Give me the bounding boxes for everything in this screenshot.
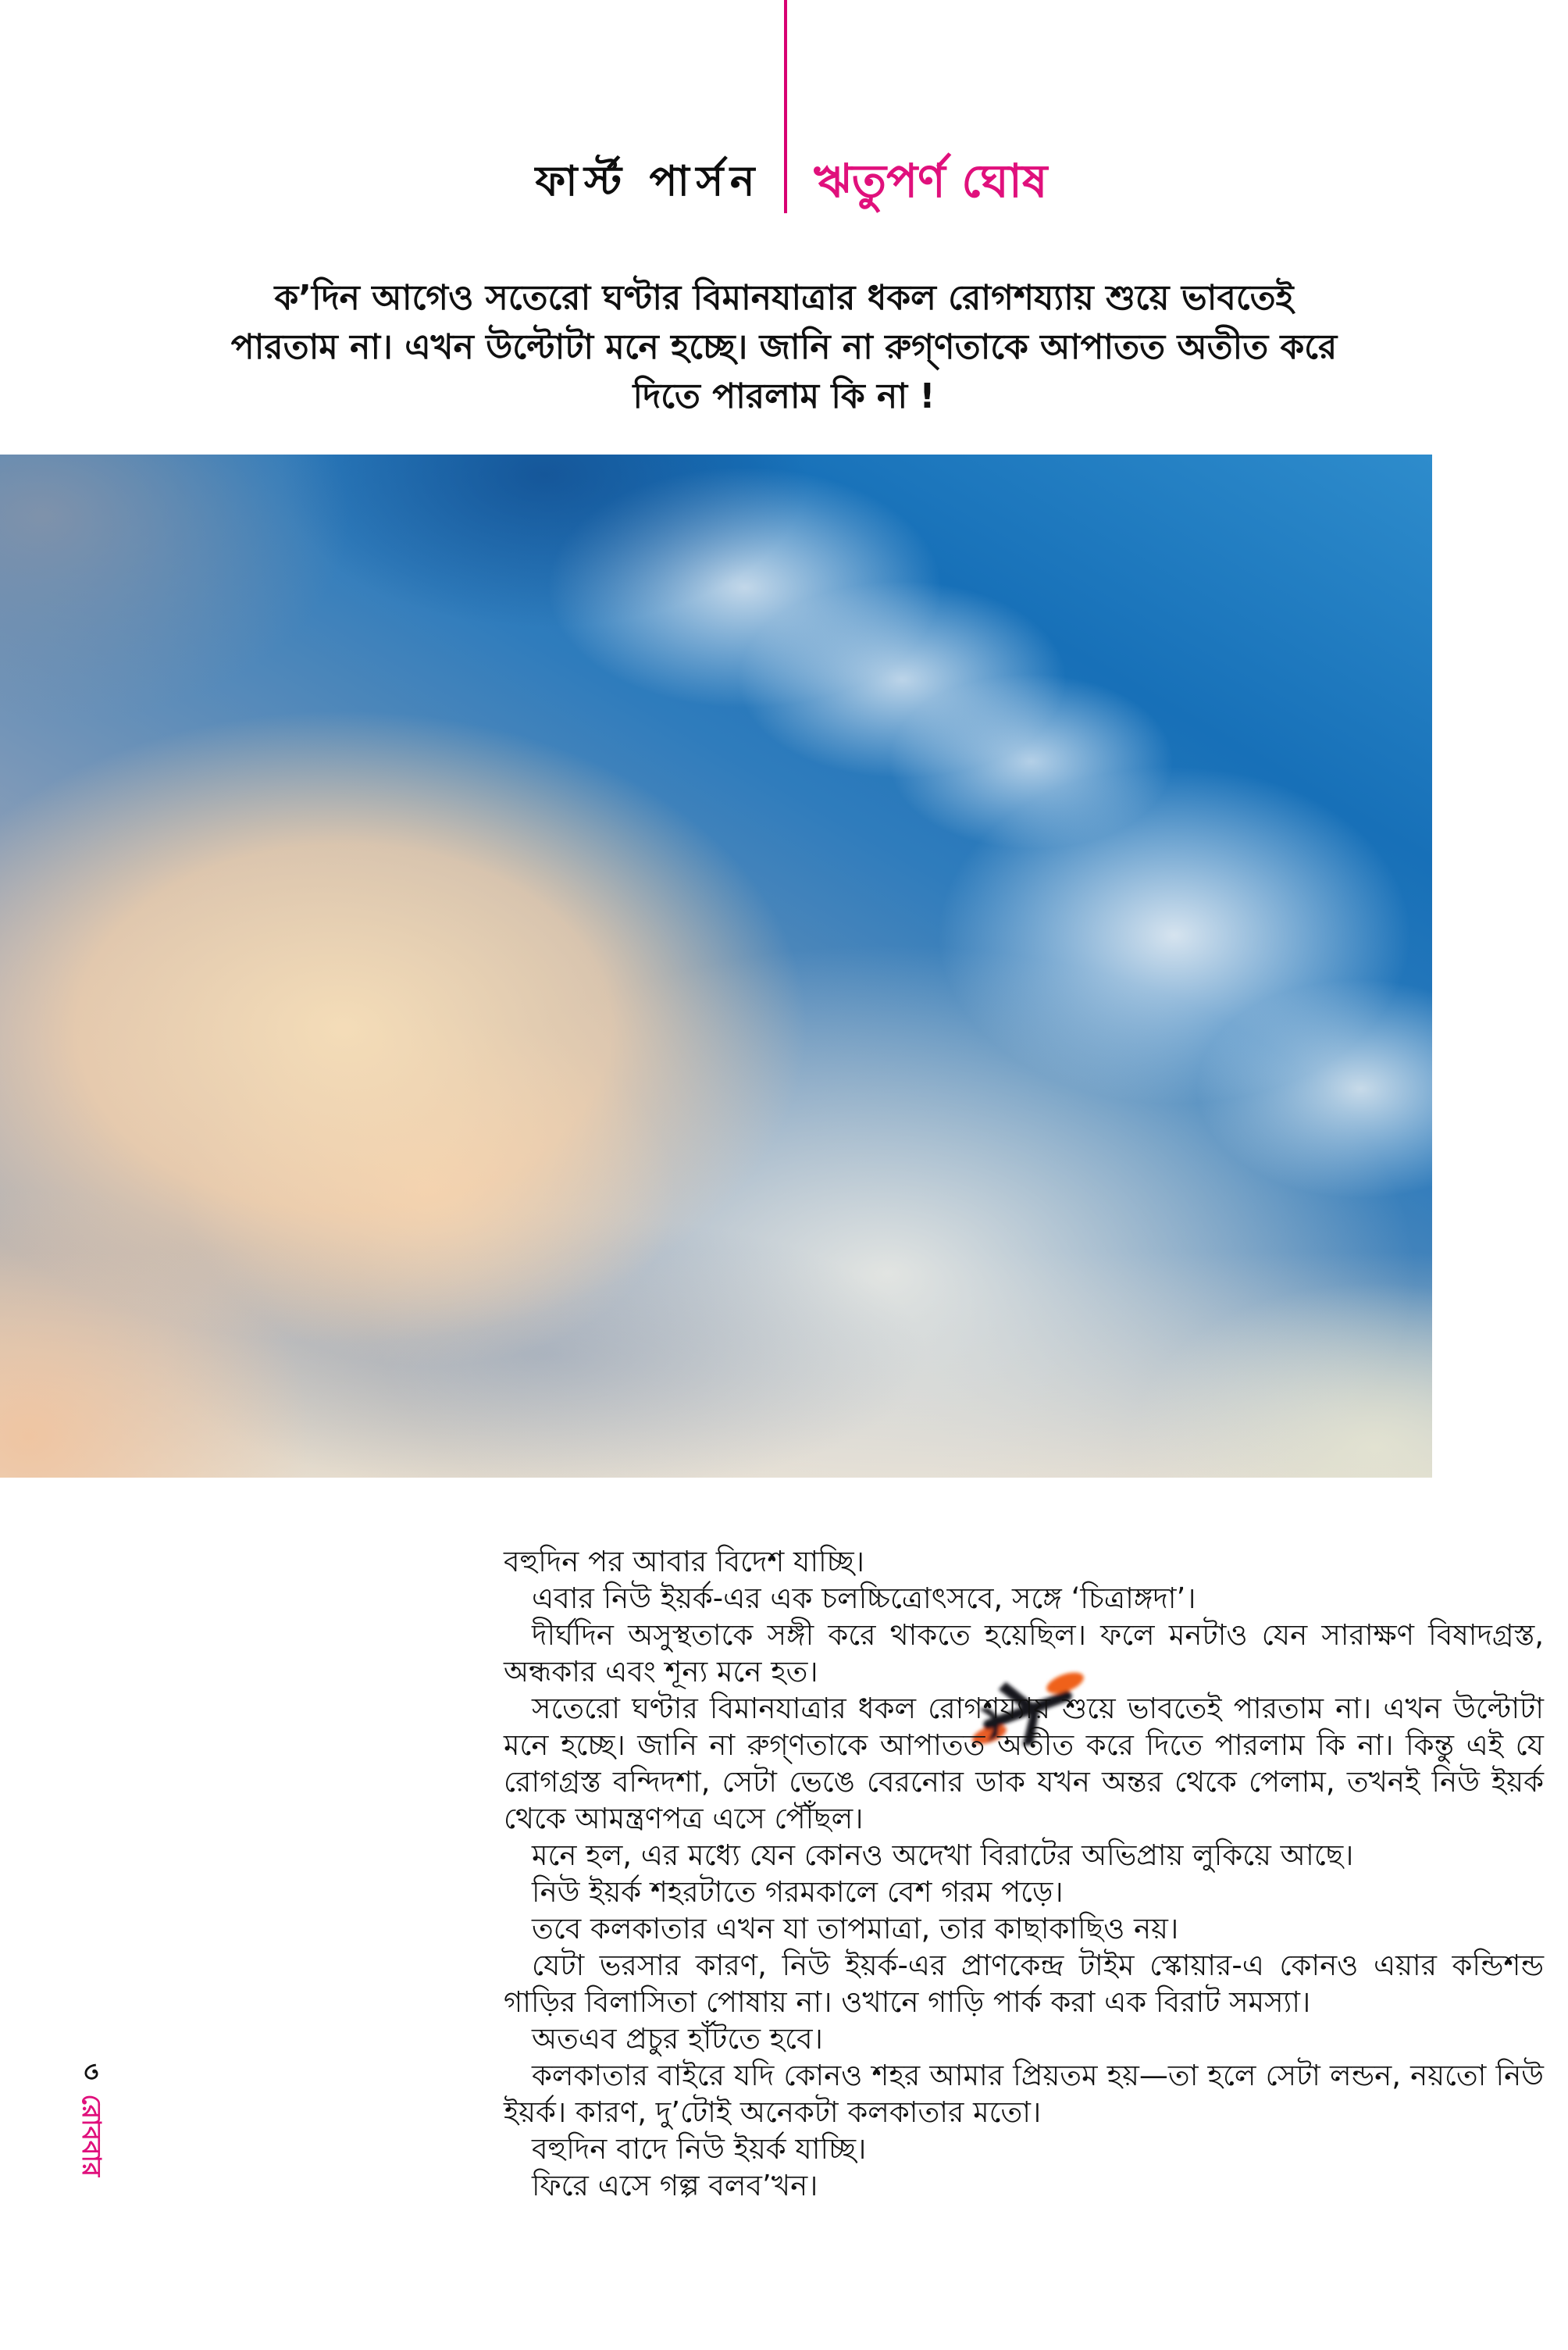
paragraph: সতেরো ঘণ্টার বিমানযাত্রার ধকল রোগশয্যায় শুয়ে ভাবতেই পারতাম না। এখন উল্টোটা মনে হচ্ছে। জানি না রুগ্ণতাকে আপাতত অতীত করে দিতে পারলাম কি না। কিন্তু এই যে রোগগ্রস্ত বন্দিদশা, সেটা ভেঙে বেরনোর ডাক যখন অন্তর থেকে পেলাম, তখনই নিউ ইয়র্ক থেকে আমন্ত্রণপত্র এসে পৌঁছল। — [504, 1692, 1544, 1835]
paragraph: নিউ ইয়র্ক শহরটাতে গরমকালে বেশ গরম পড়ে। — [532, 1875, 1064, 1909]
magazine-name: রোববার — [77, 2094, 107, 2177]
intro-line: দিতে পারলাম কি না ! — [633, 376, 935, 416]
paragraph: ফিরে এসে গল্প বলব’খন। — [532, 2169, 818, 2202]
article-body — [504, 1543, 1544, 2204]
intro-deck — [198, 273, 1370, 421]
paragraph: কলকাতার বাইরে যদি কোনও শহর আমার প্রিয়তম হয়—তা হলে সেটা লন্ডন, নয়তো নিউ ইয়র্ক। কারণ, দু’টোই অনেকটা কলকাতার মতো। — [504, 2059, 1544, 2129]
intro-line: ক’দিন আগেও সতেরো ঘণ্টার বিমানযাত্রার ধকল রোগশয্যায় শুয়ে ভাবতেই — [274, 278, 1294, 318]
paragraph: অতএব প্রচুর হাঁটতে হবে। — [532, 2022, 823, 2056]
sky-photo — [0, 455, 1432, 1478]
paragraph: মনে হল, এর মধ্যে যেন কোনও অদেখা বিরাটের অভিপ্রায় লুকিয়ে আছে। — [532, 1838, 1354, 1872]
section-title: ফার্স্ট পার্সন — [535, 158, 761, 205]
paragraph: তবে কলকাতার এখন যা তাপমাত্রা, তার কাছাকাছিও নয়। — [532, 1912, 1179, 1945]
author-name: ঋতুপর্ণ ঘোষ — [814, 154, 1048, 208]
paragraph: দীর্ঘদিন অসুস্থতাকে সঙ্গী করে থাকতে হয়েছিল। ফলে মনটাও যেন সারাক্ষণ বিষাদগ্রস্ত, অন্ধকার এবং শূন্য মনে হত। — [504, 1618, 1544, 1689]
sidebar-folio — [77, 2063, 106, 2202]
paragraph: এবার নিউ ইয়র্ক-এর এক চলচ্চিত্রোৎসবে, সঙ্গে ‘চিত্রাঙ্গদা’। — [532, 1582, 1196, 1615]
intro-line: পারতাম না। এখন উল্টোটা মনে হচ্ছে। জানি না রুগ্ণতাকে আপাতত অতীত করে — [230, 327, 1338, 367]
masthead-divider-rule — [784, 0, 787, 213]
paragraph: বহুদিন পর আবার বিদেশ যাচ্ছি। — [504, 1545, 864, 1578]
page-number: ৩ — [77, 2063, 107, 2081]
paragraph: যেটা ভরসার কারণ, নিউ ইয়র্ক-এর প্রাণকেন্দ্র টাইম স্কোয়ার-এ কোনও এয়ার কন্ডিশন্ড গাড়ির বিলাসিতা পোষায় না। ওখানে গাড়ি পার্ক করা এক বিরাট সমস্যা। — [504, 1949, 1544, 2019]
paragraph: বহুদিন বাদে নিউ ইয়র্ক যাচ্ছি। — [532, 2132, 867, 2166]
